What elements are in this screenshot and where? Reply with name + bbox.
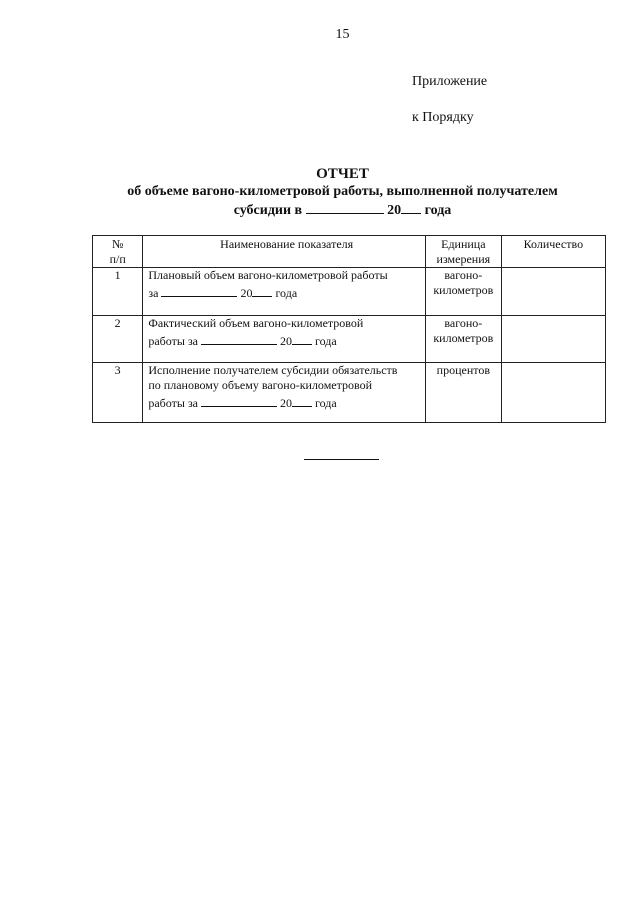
year-prefix: 20 xyxy=(240,286,253,300)
report-title: ОТЧЕТ xyxy=(316,166,369,182)
report-table xyxy=(92,235,606,423)
page-number: 15 xyxy=(335,27,350,42)
indicator-line3 xyxy=(148,393,425,411)
unit-line1: вагоно- xyxy=(444,316,483,330)
subtitle-line1: об объеме вагоно-километровой работы, выполненной получателем xyxy=(127,184,558,199)
year-suffix: года xyxy=(424,203,452,218)
subtitle-line2 xyxy=(0,200,640,219)
row-unit xyxy=(425,363,501,423)
row-number: 1 xyxy=(93,268,143,316)
year-suffix: года xyxy=(315,334,337,348)
end-of-document-line xyxy=(304,459,379,460)
year-blank[interactable] xyxy=(401,200,421,214)
header-num-line1: № xyxy=(111,237,124,251)
row-number: 2 xyxy=(93,316,143,363)
header-num xyxy=(93,236,143,268)
header-name: Наименование показателя xyxy=(143,236,426,268)
unit-line1: вагоно- xyxy=(444,268,483,282)
indicator-prefix: за xyxy=(148,286,159,300)
header-unit xyxy=(425,236,501,268)
indicator-line2 xyxy=(148,331,425,349)
appendix-reference: к Порядку xyxy=(412,110,474,125)
subtitle-prefix: субсидии в xyxy=(233,203,303,218)
indicator-line2 xyxy=(148,283,425,301)
table-row xyxy=(93,268,606,316)
unit-line2: километров xyxy=(433,331,494,345)
year-prefix: 20 xyxy=(387,203,402,218)
row-unit xyxy=(425,316,501,363)
table-header-row xyxy=(93,236,606,268)
year-blank[interactable] xyxy=(292,331,312,345)
header-unit-line1: Единица xyxy=(441,237,486,251)
year-prefix: 20 xyxy=(280,334,293,348)
row-indicator xyxy=(143,268,426,316)
row-number: 3 xyxy=(93,363,143,423)
indicator-line1: Плановый объем вагоно-километровой работы xyxy=(148,268,388,282)
row-quantity-cell[interactable] xyxy=(501,268,605,316)
row-unit xyxy=(425,268,501,316)
header-unit-line2: измерения xyxy=(436,252,491,266)
unit-line2: километров xyxy=(433,283,494,297)
indicator-prefix: работы за xyxy=(148,334,199,348)
table-row xyxy=(93,316,606,363)
table-row xyxy=(93,363,606,423)
indicator-line1: Исполнение получателем субсидии обязательств xyxy=(148,363,398,377)
year-suffix: года xyxy=(275,286,298,300)
appendix-label: Приложение xyxy=(412,74,488,89)
period-blank[interactable] xyxy=(306,200,384,214)
indicator-line2: по плановому объему вагоно-километровой xyxy=(148,378,373,392)
period-blank[interactable] xyxy=(201,393,277,407)
row-indicator xyxy=(143,363,426,423)
row-indicator xyxy=(143,316,426,363)
row-quantity-cell[interactable] xyxy=(501,363,605,423)
header-quantity: Количество xyxy=(501,236,605,268)
year-blank[interactable] xyxy=(292,393,312,407)
row-quantity-cell[interactable] xyxy=(501,316,605,363)
year-blank[interactable] xyxy=(252,283,272,297)
period-blank[interactable] xyxy=(161,283,237,297)
unit-line1: процентов xyxy=(436,363,491,377)
header-num-line2: п/п xyxy=(109,252,126,266)
indicator-prefix: работы за xyxy=(148,396,199,410)
report-subtitle xyxy=(0,183,640,219)
indicator-line1: Фактический объем вагоно-километровой xyxy=(148,316,364,330)
year-prefix: 20 xyxy=(280,396,293,410)
period-blank[interactable] xyxy=(201,331,277,345)
year-suffix: года xyxy=(315,396,337,410)
